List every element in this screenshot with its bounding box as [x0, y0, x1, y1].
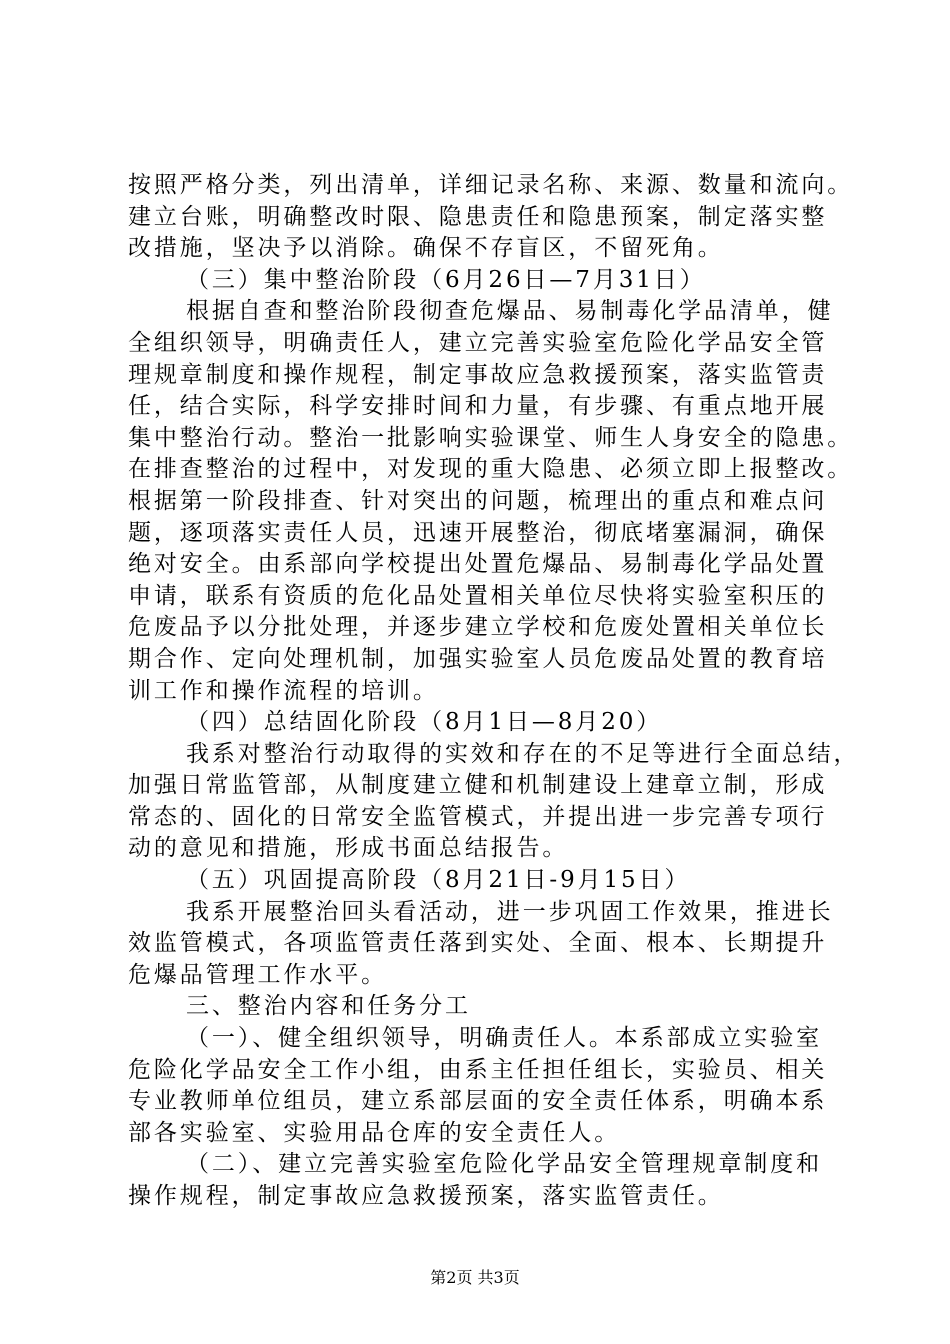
- body-line: 在排查整治的过程中，对发现的重大隐患、必须立即上报整改。: [128, 456, 854, 483]
- section-heading: （四）总结固化阶段（8月1日—8月20）: [186, 709, 663, 736]
- body-line: 训工作和操作流程的培训。: [128, 677, 439, 704]
- body-line: 动的意见和措施，形成书面总结报告。: [128, 835, 569, 862]
- body-line: 部各实验室、实验用品仓库的安全责任人。: [128, 1119, 621, 1146]
- body-line: 任，结合实际，科学安排时间和力量，有步骤、有重点地开展: [128, 393, 828, 420]
- body-line: （一）、健全组织领导，明确责任人。本系部成立实验室: [186, 1025, 822, 1052]
- body-line: 理规章制度和操作规程，制定事故应急救援预案，落实监管责: [128, 361, 828, 388]
- body-line: 全组织领导，明确责任人，建立完善实验室危险化学品安全管: [128, 329, 828, 356]
- document-body: [128, 170, 860, 1213]
- body-line: 根据自查和整治阶段彻查危爆品、易制毒化学品清单，健: [186, 298, 834, 325]
- body-line: （二）、建立完善实验室危险化学品安全管理规章制度和: [186, 1151, 822, 1178]
- body-line: 操作规程，制定事故应急救援预案，落实监管责任。: [128, 1183, 724, 1209]
- body-line: 危险化学品安全工作小组，由系主任担任组长，实验员、相关: [128, 1056, 828, 1083]
- body-line: 我系对整治行动取得的实效和存在的不足等进行全面总结，: [186, 740, 860, 767]
- body-line: 集中整治行动。整治一批影响实验课堂、师生人身安全的隐患。: [128, 424, 854, 451]
- body-line: 题，逐项落实责任人员，迅速开展整治，彻底堵塞漏洞，确保: [128, 519, 828, 546]
- section-heading: （三）集中整治阶段（6月26日—7月31日）: [186, 266, 706, 293]
- body-line: 申请，联系有资质的危化品处置相关单位尽快将实验室积压的: [128, 582, 828, 609]
- body-line: 危爆品管理工作水平。: [128, 961, 387, 988]
- body-line: 绝对安全。由系部向学校提出处置危爆品、易制毒化学品处置: [128, 551, 828, 578]
- section-heading: （五）巩固提高阶段（8月21日-9月15日）: [186, 867, 691, 894]
- section-heading: 三、整治内容和任务分工: [186, 993, 471, 1020]
- page-footer: 第2页 共3页: [430, 1268, 520, 1287]
- body-line: 建立台账，明确整改时限、隐患责任和隐患预案，制定落实整: [128, 203, 828, 230]
- body-line: 我系开展整治回头看活动，进一步巩固工作效果，推进长: [186, 898, 834, 925]
- body-line: 加强日常监管部，从制度建立健和机制建设上建章立制，形成: [128, 772, 828, 799]
- body-line: 专业教师单位组员，建立系部层面的安全责任体系，明确本系: [128, 1088, 828, 1115]
- body-line: 期合作、定向处理机制，加强实验室人员危废品处置的教育培: [128, 645, 828, 672]
- body-line: 按照严格分类，列出清单，详细记录名称、来源、数量和流向。: [128, 172, 854, 198]
- body-line: 根据第一阶段排查、针对突出的问题，梳理出的重点和难点问: [128, 487, 828, 514]
- body-line: 危废品予以分批处理，并逐步建立学校和危废处置相关单位长: [128, 614, 828, 641]
- body-line: 效监管模式，各项监管责任落到实处、全面、根本、长期提升: [128, 930, 828, 957]
- body-line: 常态的、固化的日常安全监管模式，并提出进一步完善专项行: [128, 803, 828, 830]
- body-line: 改措施，坚决予以消除。确保不存盲区，不留死角。: [128, 235, 724, 262]
